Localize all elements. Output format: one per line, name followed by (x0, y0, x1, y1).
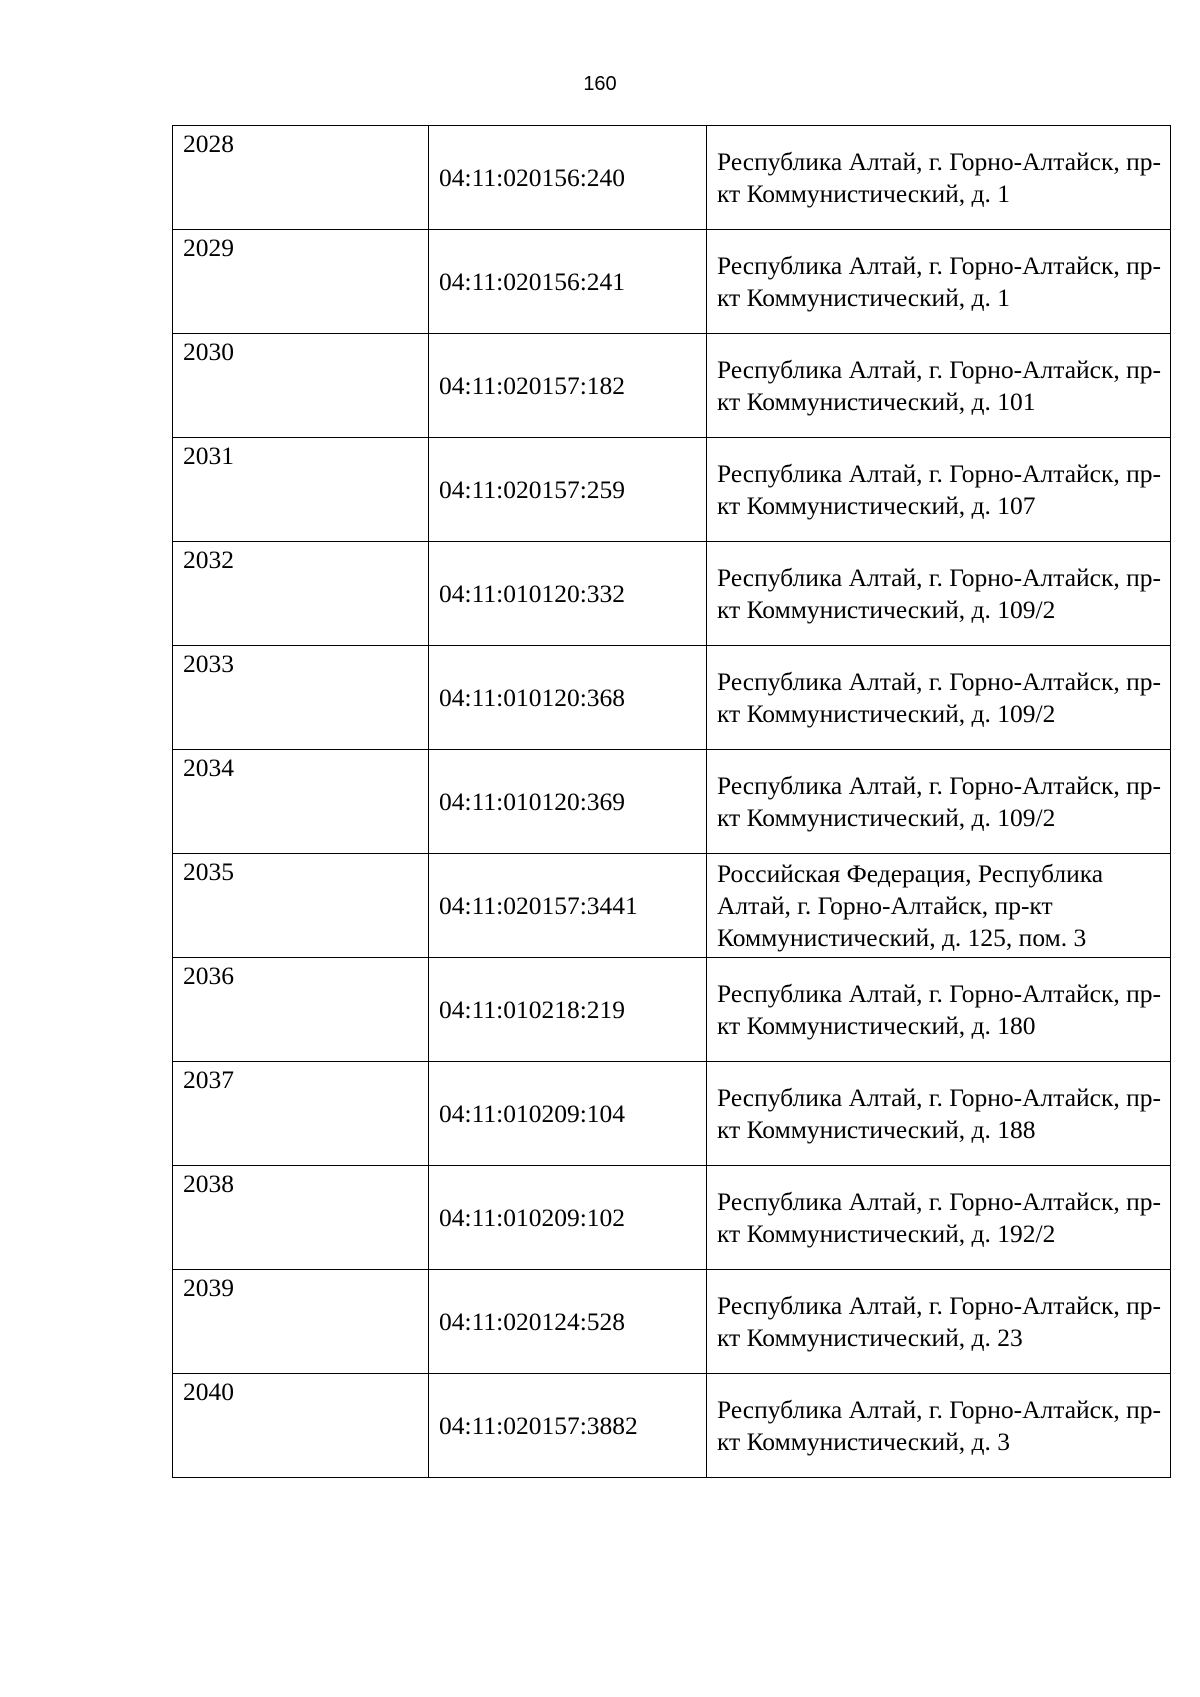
table-row (173, 230, 1171, 334)
row-number-cell: 2028 (173, 126, 429, 230)
cadastral-number-cell: 04:11:020124:528 (429, 1270, 707, 1374)
table-row (173, 1062, 1171, 1166)
table-row (173, 750, 1171, 854)
cadastral-number-cell: 04:11:020157:3882 (429, 1374, 707, 1478)
address-cell: Республика Алтай, г. Горно-Алтайск, пр-кт Коммунистический, д. 192/2 (707, 1166, 1171, 1270)
address-cell: Республика Алтай, г. Горно-Алтайск, пр-кт Коммунистический, д. 109/2 (707, 542, 1171, 646)
cadastral-number-cell: 04:11:020157:182 (429, 334, 707, 438)
table-row (173, 126, 1171, 230)
row-number-cell: 2037 (173, 1062, 429, 1166)
address-cell: Республика Алтай, г. Горно-Алтайск, пр-кт Коммунистический, д. 1 (707, 230, 1171, 334)
address-cell: Республика Алтай, г. Горно-Алтайск, пр-кт Коммунистический, д. 109/2 (707, 646, 1171, 750)
address-cell: Республика Алтай, г. Горно-Алтайск, пр-кт Коммунистический, д. 23 (707, 1270, 1171, 1374)
cadastral-number-cell: 04:11:010209:102 (429, 1166, 707, 1270)
address-cell: Российская Федерация, Республика Алтай, г. Горно-Алтайск, пр-кт Коммунистический, д. 125, пом. 3 (707, 854, 1171, 958)
address-cell: Республика Алтай, г. Горно-Алтайск, пр-кт Коммунистический, д. 107 (707, 438, 1171, 542)
address-cell: Республика Алтай, г. Горно-Алтайск, пр-кт Коммунистический, д. 1 (707, 126, 1171, 230)
row-number-cell: 2036 (173, 958, 429, 1062)
table-row (173, 1166, 1171, 1270)
cadastral-number-cell: 04:11:010218:219 (429, 958, 707, 1062)
table-body (173, 126, 1171, 1478)
table-row (173, 334, 1171, 438)
table-row (173, 1374, 1171, 1478)
table-row (173, 958, 1171, 1062)
row-number-cell: 2029 (173, 230, 429, 334)
row-number-cell: 2040 (173, 1374, 429, 1478)
row-number-cell: 2031 (173, 438, 429, 542)
property-register-table (172, 125, 1171, 1478)
row-number-cell: 2033 (173, 646, 429, 750)
row-number-cell: 2035 (173, 854, 429, 958)
address-cell: Республика Алтай, г. Горно-Алтайск, пр-кт Коммунистический, д. 109/2 (707, 750, 1171, 854)
cadastral-number-cell: 04:11:020156:240 (429, 126, 707, 230)
row-number-cell: 2032 (173, 542, 429, 646)
table-row (173, 854, 1171, 958)
address-cell: Республика Алтай, г. Горно-Алтайск, пр-кт Коммунистический, д. 3 (707, 1374, 1171, 1478)
cadastral-number-cell: 04:11:020157:259 (429, 438, 707, 542)
table-row (173, 1270, 1171, 1374)
cadastral-number-cell: 04:11:020157:3441 (429, 854, 707, 958)
cadastral-number-cell: 04:11:010120:369 (429, 750, 707, 854)
table-row (173, 646, 1171, 750)
address-cell: Республика Алтай, г. Горно-Алтайск, пр-кт Коммунистический, д. 101 (707, 334, 1171, 438)
row-number-cell: 2030 (173, 334, 429, 438)
table-row (173, 438, 1171, 542)
address-cell: Республика Алтай, г. Горно-Алтайск, пр-кт Коммунистический, д. 180 (707, 958, 1171, 1062)
page-number: 160 (583, 73, 617, 95)
row-number-cell: 2039 (173, 1270, 429, 1374)
cadastral-number-cell: 04:11:010120:368 (429, 646, 707, 750)
row-number-cell: 2034 (173, 750, 429, 854)
table-row (173, 542, 1171, 646)
address-cell: Республика Алтай, г. Горно-Алтайск, пр-кт Коммунистический, д. 188 (707, 1062, 1171, 1166)
cadastral-number-cell: 04:11:020156:241 (429, 230, 707, 334)
row-number-cell: 2038 (173, 1166, 429, 1270)
cadastral-number-cell: 04:11:010120:332 (429, 542, 707, 646)
cadastral-number-cell: 04:11:010209:104 (429, 1062, 707, 1166)
